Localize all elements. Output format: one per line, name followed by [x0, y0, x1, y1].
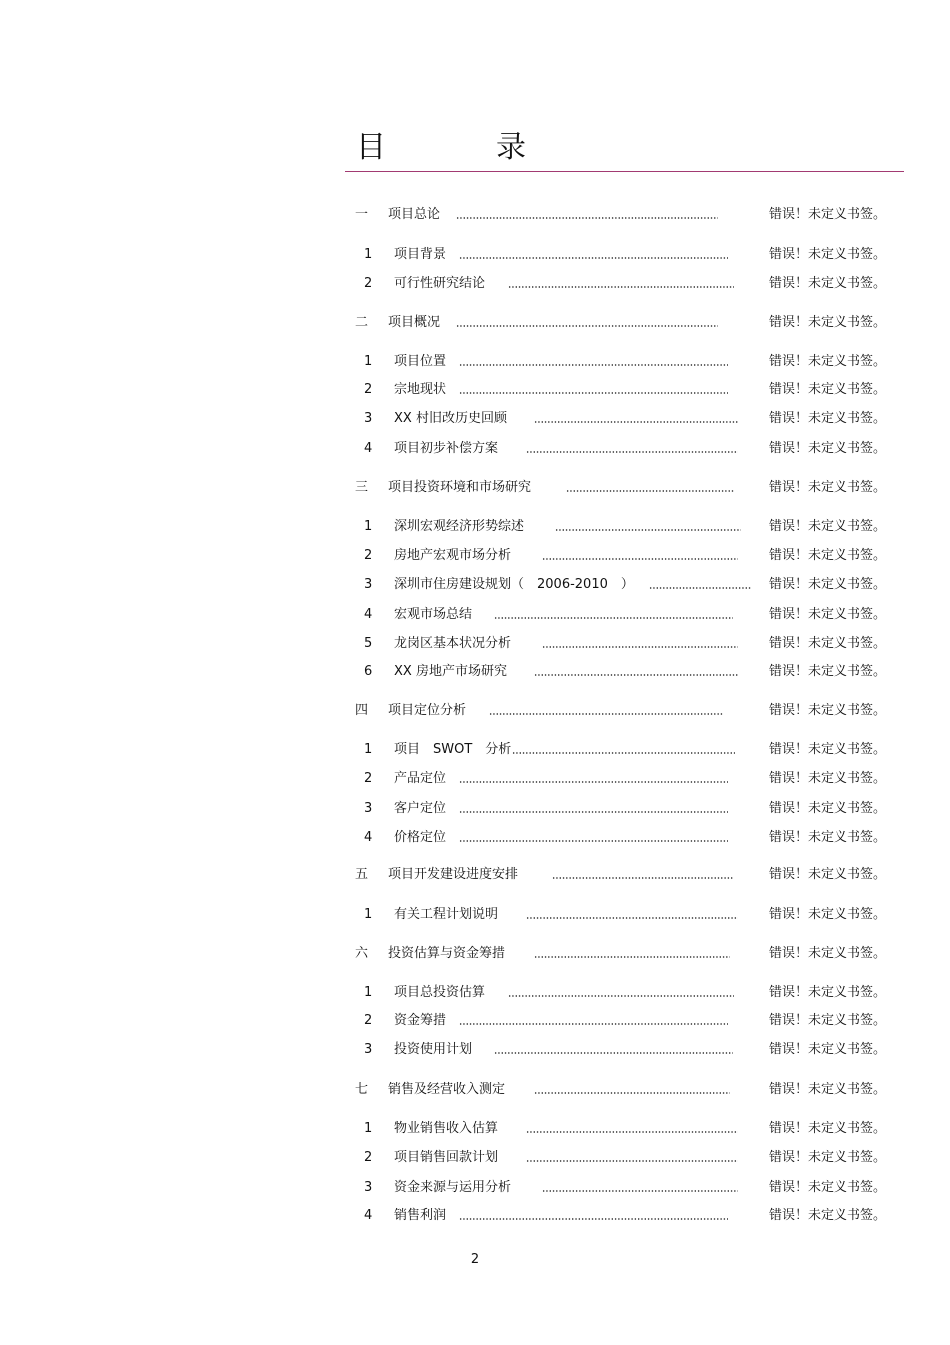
toc-entry-page-ref: 错误！未定义书签。	[769, 1150, 887, 1165]
toc-entry[interactable]	[0, 352, 950, 372]
dot-leader	[534, 1090, 730, 1096]
dot-leader	[526, 1129, 738, 1135]
toc-entry-label: 项目位置	[394, 354, 447, 369]
toc-entry-label: 项目定位分析	[388, 703, 467, 718]
dot-leader	[459, 1216, 728, 1222]
toc-entry-page-ref: 错误！未定义书签。	[769, 1208, 887, 1223]
toc-entry-label: 可行性研究结论	[394, 276, 486, 291]
toc-heading: 目 录	[356, 130, 566, 165]
toc-entry-label: 项目初步补偿方案	[394, 441, 499, 456]
toc-entry-page-ref: 错误！未定义书签。	[769, 703, 887, 718]
toc-entry-label: 深圳市住房建设规划（ 2006-2010 ）	[394, 577, 634, 592]
toc-entry-label: 物业销售收入估算	[394, 1121, 499, 1136]
toc-entry-number: 2	[364, 771, 373, 786]
dot-leader	[459, 838, 728, 844]
toc-entry[interactable]	[0, 1119, 950, 1139]
dot-leader	[456, 323, 718, 329]
toc-entry[interactable]	[0, 575, 950, 595]
toc-entry-number: 2	[364, 1150, 373, 1165]
toc-entry-number: 1	[364, 247, 373, 262]
toc-entry-label: 投资估算与资金筹措	[388, 946, 506, 961]
toc-entry-number: 二	[355, 315, 369, 330]
dot-leader	[508, 284, 734, 290]
dot-leader	[566, 488, 735, 494]
toc-entry-label: 项目销售回款计划	[394, 1150, 499, 1165]
toc-entry-label: 项目概况	[388, 315, 441, 330]
toc-entry-number: 4	[364, 607, 373, 622]
page-number: 2	[470, 1252, 480, 1267]
toc-entry[interactable]	[0, 517, 950, 537]
toc-entry-page-ref: 错误！未定义书签。	[769, 636, 887, 651]
toc-entry-label: 客户定位	[394, 801, 447, 816]
toc-entry-page-ref: 错误！未定义书签。	[769, 607, 887, 622]
toc-entry[interactable]	[0, 1080, 950, 1100]
toc-entry[interactable]	[0, 701, 950, 721]
toc-entry-page-ref: 错误！未定义书签。	[769, 276, 887, 291]
dot-leader	[459, 1021, 728, 1027]
toc-entry-label: 项目投资环境和市场研究	[388, 480, 532, 495]
toc-entry-label: 房地产宏观市场分析	[394, 548, 512, 563]
toc-entry-label: XX 村旧改历史回顾	[394, 411, 507, 426]
toc-entry[interactable]	[0, 662, 950, 682]
toc-entry-page-ref: 错误！未定义书签。	[769, 519, 887, 534]
toc-entry[interactable]	[0, 478, 950, 498]
dot-leader	[542, 1188, 738, 1194]
toc-entry-page-ref: 错误！未定义书签。	[769, 1013, 887, 1028]
toc-entry-label: 宗地现状	[394, 382, 447, 397]
toc-entry-number: 1	[364, 907, 373, 922]
toc-entry-number: 6	[364, 664, 373, 679]
toc-entry-page-ref: 错误！未定义书签。	[769, 382, 887, 397]
toc-entry-page-ref: 错误！未定义书签。	[769, 354, 887, 369]
toc-entry[interactable]	[0, 740, 950, 760]
toc-entry-page-ref: 错误！未定义书签。	[769, 867, 887, 882]
toc-entry-label: XX 房地产市场研究	[394, 664, 507, 679]
dot-leader	[459, 779, 728, 785]
toc-entry-label: 深圳宏观经济形势综述	[394, 519, 525, 534]
toc-entry-number: 1	[364, 519, 373, 534]
toc-entry[interactable]	[0, 380, 950, 400]
toc-entry-page-ref: 错误！未定义书签。	[769, 1180, 887, 1195]
dot-leader	[555, 527, 741, 533]
toc-entry-label: 销售利润	[394, 1208, 447, 1223]
toc-entry-label: 有关工程计划说明	[394, 907, 499, 922]
toc-entry-number: 三	[355, 480, 369, 495]
toc-entry[interactable]	[0, 1206, 950, 1226]
dot-leader	[649, 585, 751, 591]
toc-entry-number: 七	[355, 1082, 369, 1097]
dot-leader	[494, 615, 733, 621]
toc-entry-label: 产品定位	[394, 771, 447, 786]
toc-entry-page-ref: 错误！未定义书签。	[769, 946, 887, 961]
toc-entry-number: 1	[364, 742, 373, 757]
toc-entry-label: 龙岗区基本状况分析	[394, 636, 512, 651]
toc-entry[interactable]	[0, 313, 950, 333]
toc-entry-page-ref: 错误！未定义书签。	[769, 480, 887, 495]
dot-leader	[459, 362, 728, 368]
toc-entry[interactable]	[0, 634, 950, 654]
dot-leader	[512, 750, 735, 756]
toc-entry-page-ref: 错误！未定义书签。	[769, 577, 887, 592]
toc-entry-page-ref: 错误！未定义书签。	[769, 315, 887, 330]
dot-leader	[534, 419, 738, 425]
toc-entry[interactable]	[0, 439, 950, 459]
toc-entry[interactable]	[0, 944, 950, 964]
toc-entry-page-ref: 错误！未定义书签。	[769, 830, 887, 845]
toc-entry-page-ref: 错误！未定义书签。	[769, 247, 887, 262]
toc-entry-number: 4	[364, 830, 373, 845]
toc-entry-page-ref: 错误！未定义书签。	[769, 1042, 887, 1057]
toc-entry-label: 资金筹措	[394, 1013, 447, 1028]
toc-entry-number: 四	[355, 703, 369, 718]
toc-entry-number: 六	[355, 946, 369, 961]
toc-entry[interactable]	[0, 799, 950, 819]
toc-entry[interactable]	[0, 1148, 950, 1168]
toc-entry[interactable]	[0, 1040, 950, 1060]
toc-entry-page-ref: 错误！未定义书签。	[769, 664, 887, 679]
toc-entry-page-ref: 错误！未定义书签。	[769, 985, 887, 1000]
toc-entry-number: 一	[355, 207, 369, 222]
toc-entry-number: 4	[364, 1208, 373, 1223]
toc-entry-number: 3	[364, 1042, 373, 1057]
toc-entry-page-ref: 错误！未定义书签。	[769, 771, 887, 786]
toc-entry[interactable]	[0, 1011, 950, 1031]
toc-entry[interactable]	[0, 769, 950, 789]
heading-underline	[345, 171, 904, 172]
dot-leader	[489, 711, 723, 717]
toc-entry[interactable]	[0, 546, 950, 566]
toc-entry-page-ref: 错误！未定义书签。	[769, 207, 887, 222]
toc-entry-label: 项目总投资估算	[394, 985, 486, 1000]
dot-leader	[534, 954, 730, 960]
dot-leader	[456, 215, 718, 221]
toc-entry-label: 销售及经营收入测定	[388, 1082, 506, 1097]
toc-entry-page-ref: 错误！未定义书签。	[769, 548, 887, 563]
dot-leader	[542, 556, 738, 562]
toc-entry-number: 3	[364, 577, 373, 592]
toc-entry-label: 资金来源与运用分析	[394, 1180, 512, 1195]
toc-entry-number: 2	[364, 276, 373, 291]
toc-entry-number: 2	[364, 548, 373, 563]
toc-entry-page-ref: 错误！未定义书签。	[769, 907, 887, 922]
toc-entry-number: 五	[355, 867, 369, 882]
toc-entry-page-ref: 错误！未定义书签。	[769, 441, 887, 456]
dot-leader	[494, 1050, 733, 1056]
toc-entry[interactable]	[0, 905, 950, 925]
toc-entry-label: 项目 SWOT 分析	[394, 742, 512, 757]
toc-entry[interactable]	[0, 605, 950, 625]
dot-leader	[552, 875, 733, 881]
toc-entry-page-ref: 错误！未定义书签。	[769, 742, 887, 757]
toc-entry-number: 3	[364, 801, 373, 816]
toc-entry-label: 投资使用计划	[394, 1042, 473, 1057]
toc-entry[interactable]	[0, 983, 950, 1003]
dot-leader	[508, 993, 734, 999]
toc-entry-number: 3	[364, 1180, 373, 1195]
toc-entry[interactable]	[0, 274, 950, 294]
dot-leader	[526, 1158, 738, 1164]
dot-leader	[534, 672, 738, 678]
toc-entry[interactable]	[0, 245, 950, 265]
toc-entry[interactable]	[0, 865, 950, 885]
dot-leader	[526, 915, 738, 921]
toc-entry-label: 项目开发建设进度安排	[388, 867, 519, 882]
toc-entry-number: 1	[364, 1121, 373, 1136]
toc-entry-label: 宏观市场总结	[394, 607, 473, 622]
toc-entry-number: 4	[364, 441, 373, 456]
toc-entry-number: 1	[364, 354, 373, 369]
toc-entry-label: 价格定位	[394, 830, 447, 845]
toc-entry[interactable]	[0, 828, 950, 848]
toc-entry[interactable]	[0, 205, 950, 225]
dot-leader	[459, 255, 728, 261]
toc-entry-number: 2	[364, 1013, 373, 1028]
toc-entry-number: 5	[364, 636, 373, 651]
toc-entry-page-ref: 错误！未定义书签。	[769, 801, 887, 816]
dot-leader	[526, 449, 738, 455]
toc-entry-page-ref: 错误！未定义书签。	[769, 1121, 887, 1136]
dot-leader	[459, 809, 728, 815]
toc-entry[interactable]	[0, 1178, 950, 1198]
dot-leader	[542, 644, 738, 650]
toc-entry-page-ref: 错误！未定义书签。	[769, 411, 887, 426]
dot-leader	[459, 390, 728, 396]
toc-entry-label: 项目总论	[388, 207, 441, 222]
toc-entry-number: 1	[364, 985, 373, 1000]
toc-entry-number: 3	[364, 411, 373, 426]
toc-entry[interactable]	[0, 409, 950, 429]
toc-entry-label: 项目背景	[394, 247, 447, 262]
toc-entry-number: 2	[364, 382, 373, 397]
toc-entry-page-ref: 错误！未定义书签。	[769, 1082, 887, 1097]
